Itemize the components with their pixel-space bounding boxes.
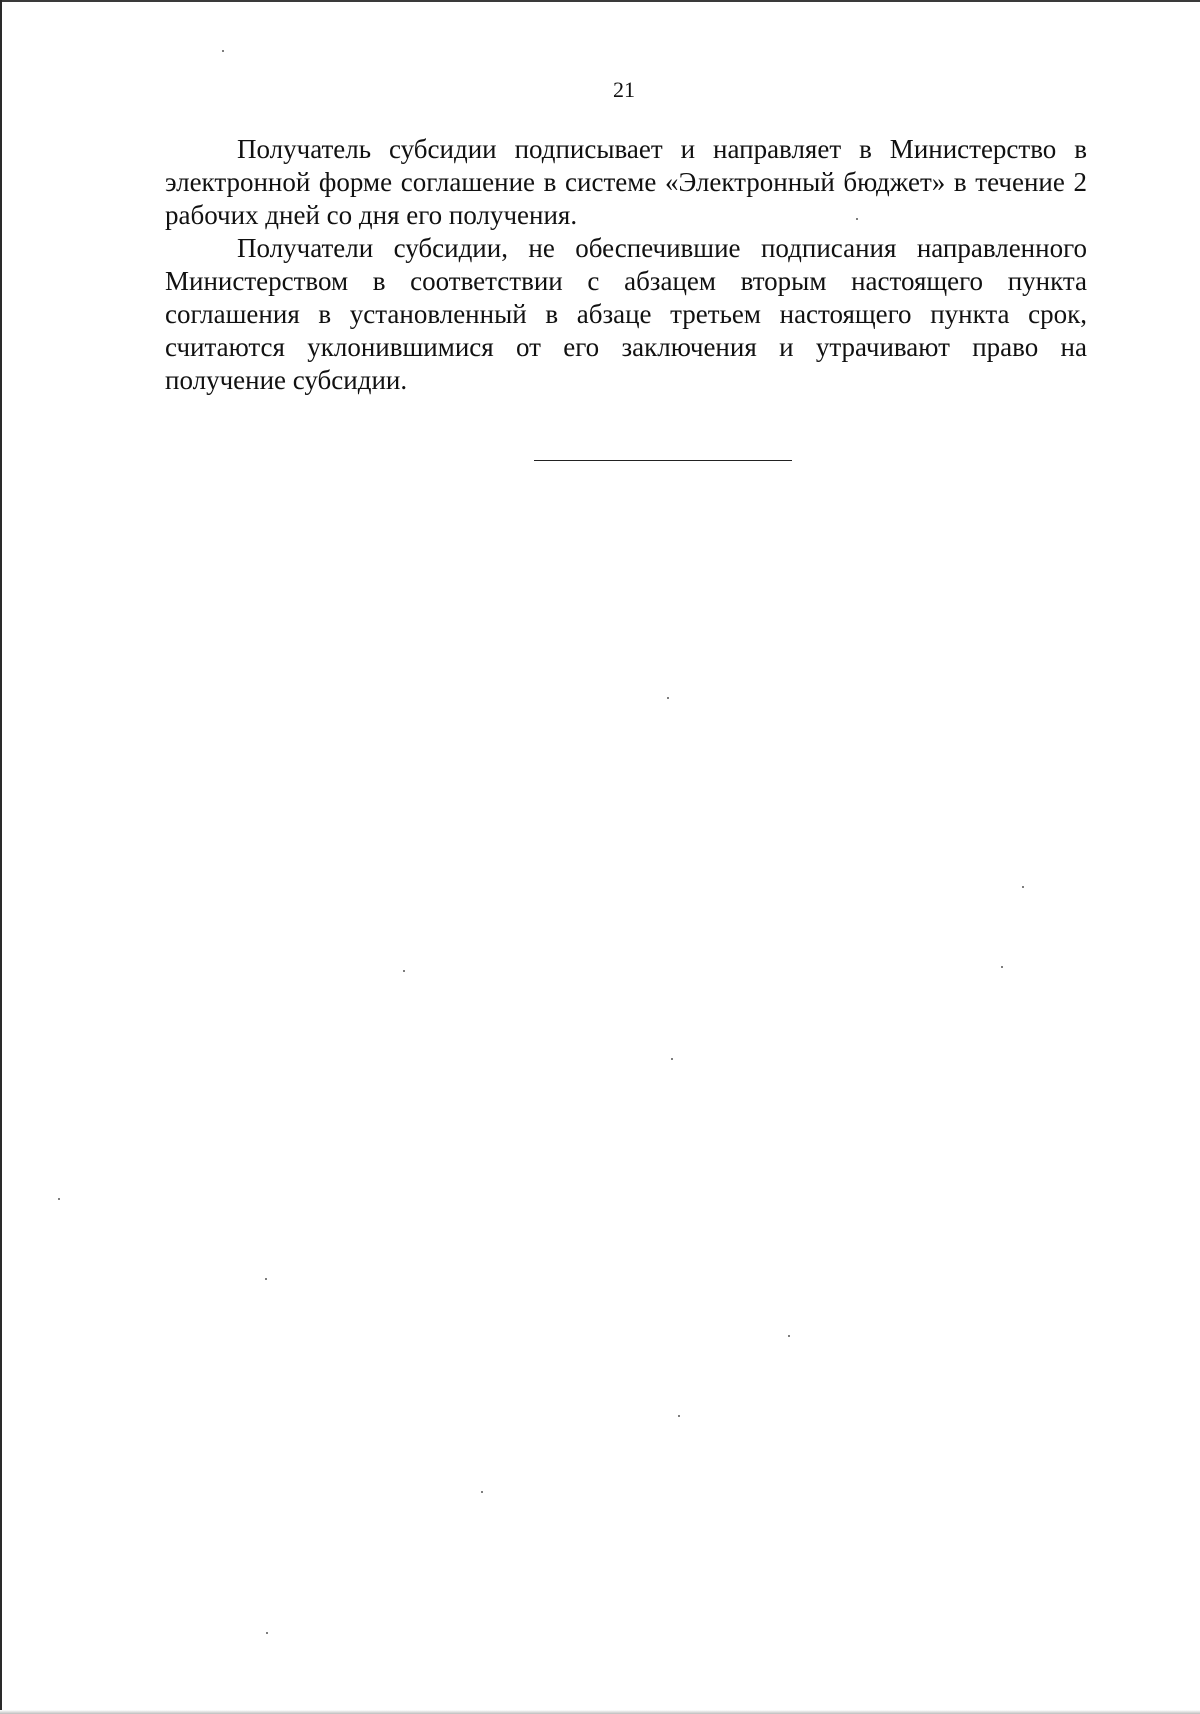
- scan-edge-left: [0, 0, 2, 1714]
- scan-speck: [1001, 966, 1003, 968]
- scan-speck: [856, 218, 858, 220]
- scan-speck: [403, 970, 405, 972]
- paragraph-signing: Получатель субсидии подписывает и направляет в Министерство в электронной форме соглашение в системе «Электронный бюджет» в течение 2 рабочих дней со дня его получения.: [165, 134, 1087, 230]
- scan-speck: [1022, 886, 1024, 888]
- document-body: [165, 133, 1087, 397]
- scan-speck: [788, 1335, 790, 1337]
- page-number: 21: [613, 77, 635, 102]
- paragraph-evasion: Получатели субсидии, не обеспечившие подписания направленного Министерством в соответствии с абзацем вторым настоящего пункта соглашения в установленный в абзаце третьем настоящего пункта срок, считаются уклонившимися от его заключения и утрачивают право на получение субсидии.: [165, 233, 1087, 395]
- scan-speck: [265, 1278, 267, 1280]
- scan-speck: [58, 1198, 60, 1200]
- scan-edge-top: [0, 0, 1200, 2]
- scan-speck: [667, 697, 669, 699]
- end-of-text-rule: [534, 460, 792, 461]
- scan-speck: [481, 1491, 483, 1493]
- scan-speck: [222, 50, 224, 52]
- scan-edge-bottom: [0, 1710, 1200, 1714]
- scan-speck: [678, 1415, 680, 1417]
- scan-speck: [671, 1058, 673, 1060]
- scan-speck: [266, 1632, 268, 1634]
